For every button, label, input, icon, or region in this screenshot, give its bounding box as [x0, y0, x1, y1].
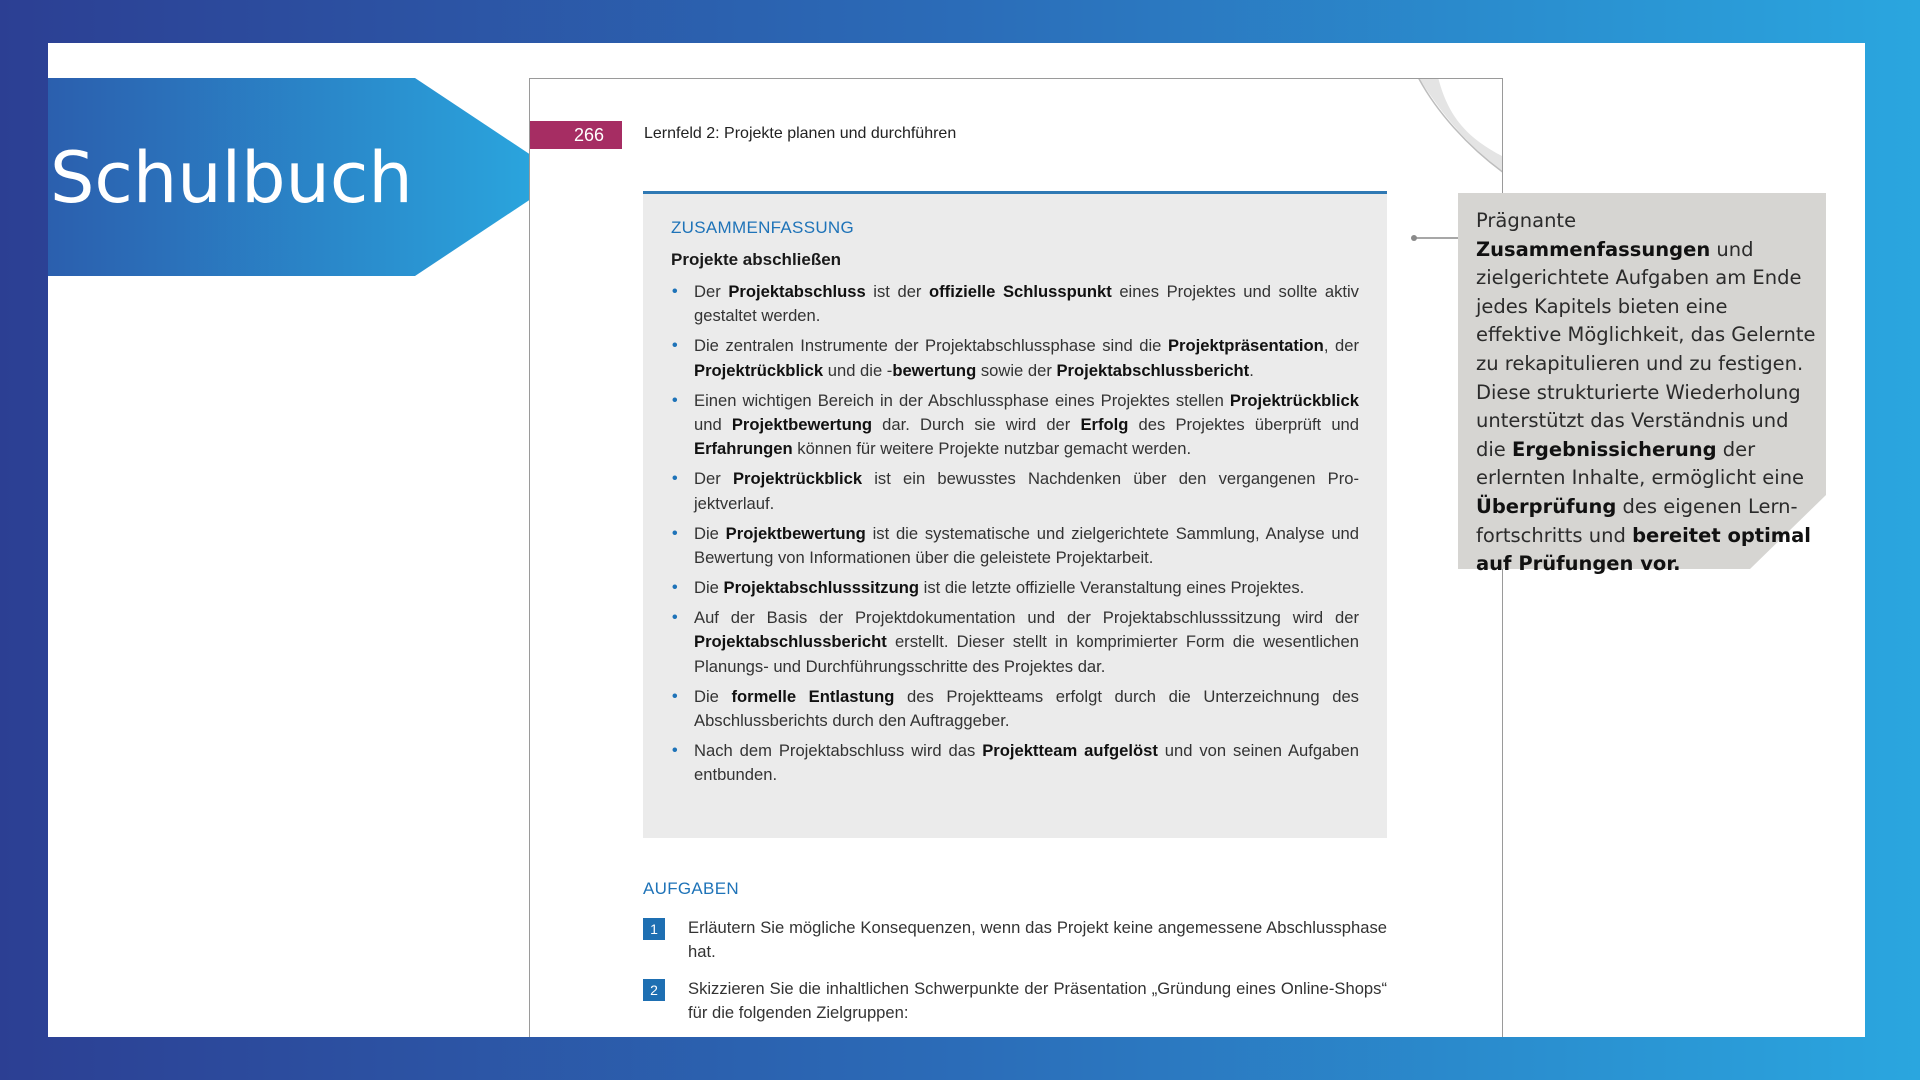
summary-bullet: [671, 280, 1359, 329]
bold-term: Erfolg: [1080, 415, 1129, 435]
bullet-text: ist ein bewusstes Nachdenken über den vergangenen Projektverlauf.: [694, 469, 1359, 513]
bold-term: Projektteam aufgelöst: [982, 740, 1158, 760]
bullet-text: dar. Durch sie wird der: [872, 415, 1081, 435]
summary-bullet: [671, 522, 1359, 571]
task-text: Skizzieren Sie die inhaltlichen Schwerpunkte der Präsentation „Gründung eines Online-Shops“ für die folgenden Zielgruppen:: [688, 979, 1387, 1023]
summary-bullet: [671, 606, 1359, 679]
bullet-text: Auf der Basis der Projektdokumentation und der Projektabschlusssitzung wird der: [694, 607, 1359, 627]
task-number-badge: 1: [643, 918, 665, 940]
bold-term: Projektbewertung: [725, 523, 866, 543]
callout-bold-term: Ergebnissicherung: [1512, 437, 1717, 461]
summary-box: [643, 191, 1387, 838]
summary-bullet: [671, 685, 1359, 734]
bullet-text: des Projektteams erfolgt durch die Unterzeichnung des Abschlussberichts durch den Auftraggeber.: [694, 686, 1359, 730]
bullet-text: und: [694, 415, 732, 435]
bold-term: formelle Entlastung: [731, 686, 895, 706]
bullet-text: ist der: [865, 282, 930, 301]
bold-term: Projektrückblick: [1229, 390, 1359, 410]
callout-text-segment: und zielgerichtete Aufgaben am Ende jedes Kapitels bieten eine effektive Möglichkeit, das Gelernte zu rekapitulieren und zu festigen. Diese strukturierte Wiederholung unterstützt das Verständnis und die: [1476, 237, 1816, 461]
bullet-text: Die: [694, 523, 726, 543]
bold-term: Projektabschluss: [728, 282, 866, 301]
bullet-text: Der: [694, 282, 729, 301]
bullet-text: erstellt. Dieser stellt in komprimierter Form die wesentlichen Planungs- und Durchführungsschritte des Projektes dar.: [694, 632, 1359, 676]
task-item: [643, 916, 1387, 965]
bullet-text: Die: [694, 577, 724, 597]
page-curl-icon: [1418, 78, 1503, 173]
callout-text-segment: Prägnante: [1476, 209, 1577, 232]
task-text: Erläutern Sie mögliche Konsequenzen, wenn das Projekt keine angemessene Abschlussphase hat.: [688, 918, 1387, 962]
bullet-text: Die zentralen Instrumente der Projektabschlussphase sind die: [694, 336, 1168, 356]
bold-term: Erfahrungen: [694, 439, 793, 459]
callout-bold-term: Überprüfung: [1476, 494, 1617, 518]
callout-text-segment: der erlernten Inhalte, ermöglicht eine: [1476, 437, 1805, 490]
bullet-text: des Projektes überprüft und: [1128, 415, 1360, 435]
bold-term: Projektpräsentation: [1167, 336, 1324, 356]
task-number-badge: 2: [643, 979, 665, 1001]
summary-bullet: [671, 334, 1359, 383]
banner-title: Schulbuch: [50, 137, 413, 219]
bullet-text: ist die letzte offizielle Veranstaltung eines Projektes.: [919, 577, 1305, 597]
bold-term: Projektabschlussbericht: [1056, 360, 1250, 380]
callout-bold-term: bereitet optimal auf Prüfungen vor.: [1476, 523, 1811, 576]
summary-bullet: [671, 739, 1359, 788]
page-number: 266: [530, 121, 622, 149]
bullet-text: Der: [694, 469, 733, 489]
bullet-text: , der: [1323, 336, 1359, 356]
bullet-dot-icon: •: [672, 391, 678, 409]
slide-frame: [48, 43, 1865, 1037]
bullet-text: .: [1249, 360, 1254, 380]
summary-bullet: [671, 467, 1359, 516]
summary-heading: ZUSAMMENFASSUNG: [671, 218, 855, 237]
bold-term: Projektabschlusssitzung: [723, 577, 920, 597]
task-item: [643, 977, 1387, 1026]
bullet-dot-icon: •: [672, 741, 678, 759]
running-head: Lernfeld 2: Projekte planen und durchführen: [644, 125, 957, 142]
summary-bullet-list: [671, 280, 1359, 788]
bullet-text: Einen wichtigen Bereich in der Abschlussphase eines Projektes stellen: [694, 390, 1230, 410]
bullet-text: Nach dem Projektabschluss wird das: [694, 740, 983, 760]
bullet-text: und die -: [823, 360, 893, 380]
bullet-text: eines Projektes und sollte aktiv gestaltet werden.: [694, 282, 1359, 326]
callout-bold-term: Zusammenfassungen: [1476, 237, 1711, 261]
bullet-text: Die: [694, 686, 732, 706]
bullet-dot-icon: •: [672, 608, 678, 626]
summary-subheading: Projekte abschließen: [671, 250, 842, 269]
bold-term: Projektrückblick: [732, 469, 863, 489]
bullet-text: sowie der: [976, 360, 1057, 380]
bullet-text: können für weitere Projekte nutzbar gemacht werden.: [792, 439, 1192, 459]
bullet-dot-icon: •: [672, 578, 678, 596]
bold-term: Projektbewertung: [731, 415, 872, 435]
bold-term: Projektrückblick: [694, 360, 824, 380]
bold-term: Projektabschlussbericht: [694, 632, 887, 652]
bullet-dot-icon: •: [672, 687, 678, 705]
book-page: [529, 78, 1503, 1037]
bullet-dot-icon: •: [672, 337, 678, 355]
tasks-heading: AUFGABEN: [643, 879, 739, 898]
bold-term: offizielle Schlusspunkt: [929, 282, 1112, 301]
schulbuch-banner: [48, 78, 564, 276]
summary-bullet: [671, 576, 1359, 600]
bullet-dot-icon: •: [672, 283, 678, 300]
bullet-text: und von seinen Aufgaben entbunden.: [694, 740, 1360, 785]
bullet-dot-icon: •: [672, 470, 678, 488]
callout-text: [1476, 207, 1816, 579]
bullet-text: ist die systematische und zielgerichtete Sammlung, Analyse und Bewertung von Informationen über die geleistete Projektarbeit.: [694, 523, 1359, 568]
callout-box: [1458, 193, 1826, 576]
summary-bullet: [671, 389, 1359, 462]
callout-text-segment: des eigenen Lernfortschritts und: [1476, 494, 1798, 547]
bullet-dot-icon: •: [672, 524, 678, 542]
bold-term: bewertung: [892, 360, 977, 380]
